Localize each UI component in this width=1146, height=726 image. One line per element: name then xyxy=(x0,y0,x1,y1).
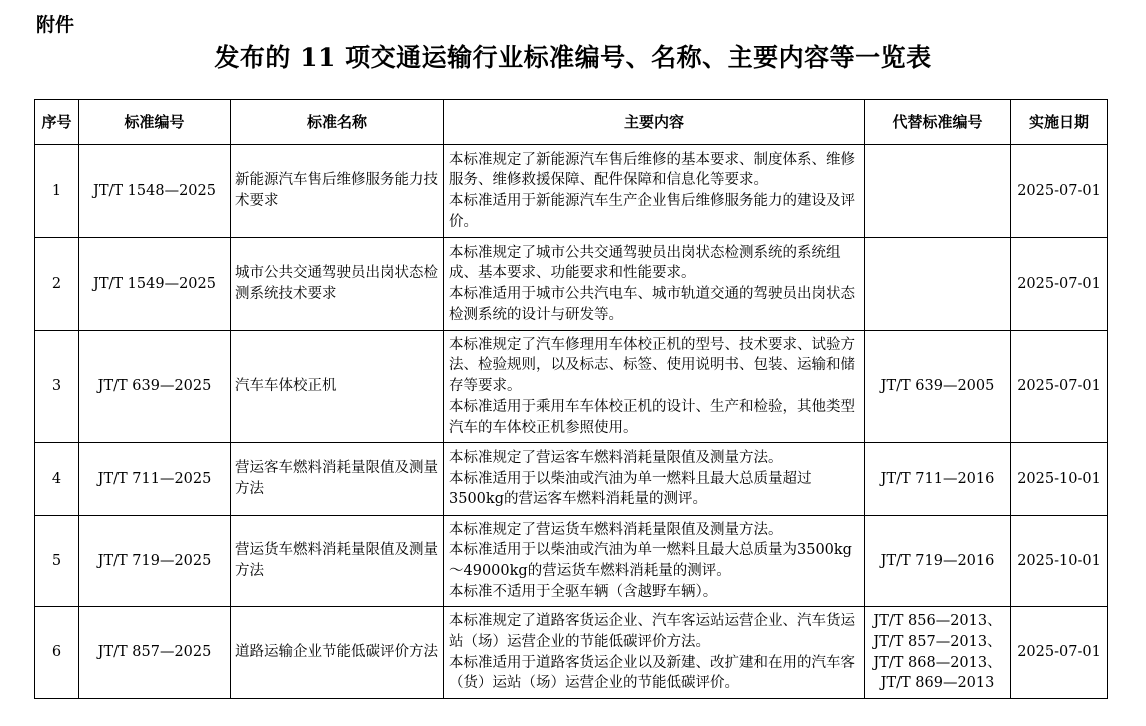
content-paragraph: 本标准适用于新能源汽车生产企业售后维修服务能力的建设及评价。 xyxy=(449,193,855,230)
table-row xyxy=(35,145,1108,238)
row-code: JT/T 639—2025 xyxy=(79,331,231,443)
row-replaces: JT/T 719—2016 xyxy=(865,516,1011,607)
content-paragraph: 本标准适用于以柴油或汽油为单一燃料且最大总质量超过3500kg的营运客车燃料消耗量的测评。 xyxy=(449,470,812,508)
table-row xyxy=(35,443,1108,516)
row-code: JT/T 857—2025 xyxy=(79,607,231,699)
row-no: 4 xyxy=(35,443,79,516)
row-name: 营运客车燃料消耗量限值及测量方法 xyxy=(231,443,444,516)
content-paragraph: 本标准规定了城市公共交通驾驶员出岗状态检测系统的系统组成、基本要求、功能要求和性能要求。 xyxy=(449,244,841,282)
table-header-row xyxy=(35,100,1108,145)
row-date: 2025-10-01 xyxy=(1011,443,1108,516)
row-date: 2025-07-01 xyxy=(1011,331,1108,443)
content-paragraph: 本标准规定了营运货车燃料消耗量限值及测量方法。 xyxy=(449,521,783,538)
header-name: 标准名称 xyxy=(231,100,444,145)
content-paragraph: 本标准适用于以柴油或汽油为单一燃料且最大总质量为3500kg～49000kg的营运货车燃料消耗量的测评。 xyxy=(449,542,852,579)
content-paragraph: 本标准适用于道路客货运企业以及新建、改扩建和在用的汽车客（货）运站（场）运营企业的节能低碳评价。 xyxy=(449,654,855,692)
row-name: 汽车车体校正机 xyxy=(231,331,444,443)
replaced-standard: JT/T 868—2013、 xyxy=(873,654,1002,671)
table-row xyxy=(35,331,1108,443)
row-no: 2 xyxy=(35,238,79,331)
row-replaces xyxy=(865,145,1011,238)
content-paragraph: 本标准不适用于全驱车辆（含越野车辆）。 xyxy=(449,583,718,600)
row-name: 新能源汽车售后维修服务能力技术要求 xyxy=(231,145,444,238)
replaced-standard: JT/T 856—2013、 xyxy=(873,613,1002,630)
row-content xyxy=(444,516,865,607)
row-no: 1 xyxy=(35,145,79,238)
header-date: 实施日期 xyxy=(1011,100,1108,145)
row-no: 3 xyxy=(35,331,79,443)
content-paragraph: 本标准适用于乘用车车体校正机的设计、生产和检验，其他类型汽车的车体校正机参照使用。 xyxy=(449,398,855,436)
row-date: 2025-10-01 xyxy=(1011,516,1108,607)
standards-table xyxy=(34,99,1108,699)
attachment-label: 附件 xyxy=(36,14,75,36)
row-content xyxy=(444,145,865,238)
content-paragraph: 本标准规定了汽车修理用车体校正机的型号、技术要求、试验方法、检验规则，以及标志、标签、使用说明书、包装、运输和储存等要求。 xyxy=(449,336,855,395)
replaced-standard: JT/T 869—2013 xyxy=(880,675,995,692)
row-content xyxy=(444,238,865,331)
row-code: JT/T 1548—2025 xyxy=(79,145,231,238)
row-no: 6 xyxy=(35,607,79,699)
row-replaces xyxy=(865,238,1011,331)
header-replaces: 代替标准编号 xyxy=(865,100,1011,145)
row-name: 道路运输企业节能低碳评价方法 xyxy=(231,607,444,699)
table-row xyxy=(35,516,1108,607)
row-name: 城市公共交通驾驶员出岗状态检测系统技术要求 xyxy=(231,238,444,331)
row-content xyxy=(444,443,865,516)
header-content: 主要内容 xyxy=(444,100,865,145)
content-paragraph: 本标准规定了营运客车燃料消耗量限值及测量方法。 xyxy=(449,449,783,466)
table-row xyxy=(35,607,1108,699)
row-content xyxy=(444,331,865,443)
row-code: JT/T 711—2025 xyxy=(79,443,231,516)
row-content xyxy=(444,607,865,699)
header-no: 序号 xyxy=(35,100,79,145)
content-paragraph: 本标准规定了道路客货运企业、汽车客运站运营企业、汽车货运站（场）运营企业的节能低碳评价方法。 xyxy=(449,613,855,650)
content-paragraph: 本标准适用于城市公共汽电车、城市轨道交通的驾驶员出岗状态检测系统的设计与研发等。 xyxy=(449,286,855,323)
row-name: 营运货车燃料消耗量限值及测量方法 xyxy=(231,516,444,607)
header-code: 标准编号 xyxy=(79,100,231,145)
row-replaces xyxy=(865,607,1011,699)
content-paragraph: 本标准规定了新能源汽车售后维修的基本要求、制度体系、维修服务、维修救援保障、配件保障和信息化等要求。 xyxy=(449,151,855,189)
row-date: 2025-07-01 xyxy=(1011,145,1108,238)
replaced-standard: JT/T 857—2013、 xyxy=(873,633,1002,650)
row-code: JT/T 1549—2025 xyxy=(79,238,231,331)
row-replaces: JT/T 639—2005 xyxy=(865,331,1011,443)
row-code: JT/T 719—2025 xyxy=(79,516,231,607)
row-date: 2025-07-01 xyxy=(1011,607,1108,699)
row-date: 2025-07-01 xyxy=(1011,238,1108,331)
row-no: 5 xyxy=(35,516,79,607)
row-replaces: JT/T 711—2016 xyxy=(865,443,1011,516)
page-title: 发布的 11 项交通运输行业标准编号、名称、主要内容等一览表 xyxy=(214,43,932,72)
table-row xyxy=(35,238,1108,331)
